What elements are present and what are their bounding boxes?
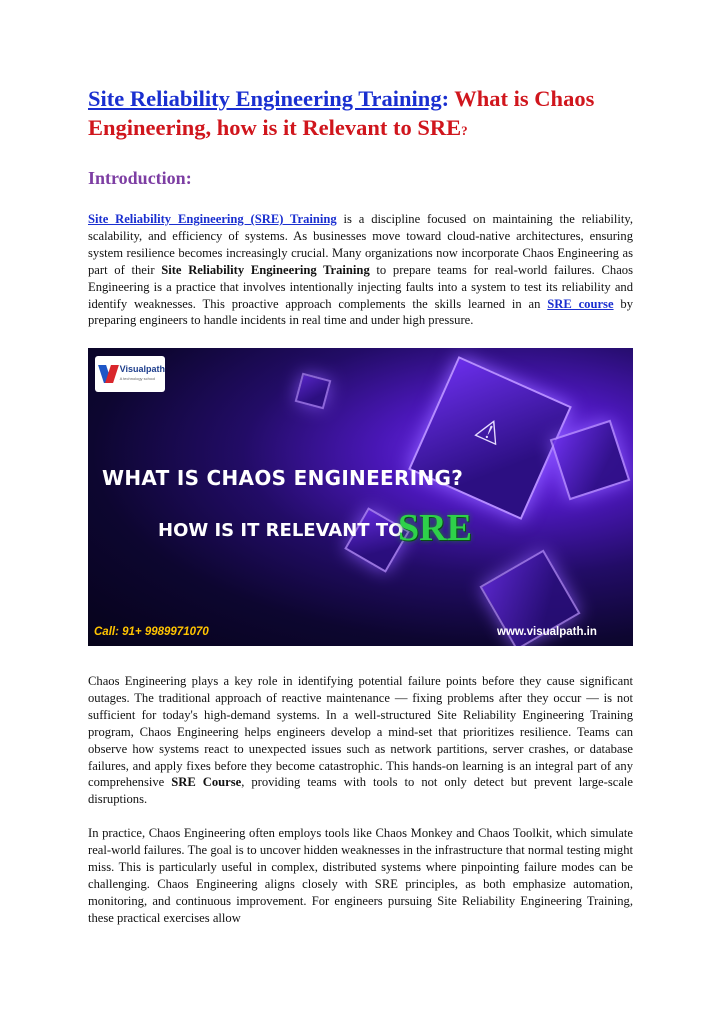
hero-banner-image (88, 348, 633, 646)
intro-text-1: is a discipline focused on maintaining the reliability, scalability, and efficiency of systems. As businesses move toward cloud-native architectures, ensuring system resilience becomes increasingly crucial. Many organizations now incorporate Chaos Engineering as part of their (88, 212, 633, 277)
warning-icon: ⚠ (469, 410, 509, 454)
intro-bold-1: Site Reliability Engineering Training (161, 262, 370, 277)
hero-sre-text: SRE (398, 507, 472, 549)
article-header (88, 84, 633, 329)
visualpath-logo (95, 356, 165, 392)
hero-phone: Call: 91+ 9989971070 (94, 626, 209, 638)
article-body (88, 673, 633, 927)
body-text-1: Chaos Engineering plays a key role in identifying potential failure points before they cause significant outages. The traditional approach of reactive maintenance — fixing problems after they occur — is not sufficient for today's high-demand systems. In a well-structured Site Reliability Engineering Training program, Chaos Engineering helps engineers develop a mind-set that prioritizes resilience. Teams can observe how systems react to unexpected issues such as network partitions, server crashes, or database failures, and apply fixes before they become catastrophic. This hands-on learning is an integral part of any comprehensive (88, 674, 633, 790)
intro-paragraph (88, 211, 633, 329)
logo-name: Visualpath (119, 364, 165, 374)
hero-website: www.visualpath.in (497, 626, 597, 638)
body-paragraph-2: In practice, Chaos Engineering often employs tools like Chaos Monkey and Chaos Toolkit, which simulate real-world failures. The goal is to uncover hidden weaknesses in the infrastructure that normal testing might miss. This is particularly useful in complex, distributed systems where pinpointing failure modes can be challenging. Chaos Engineering aligns closely with SRE principles, as both emphasize automation, monitoring, and continuous improvement. For engineers pursuing Site Reliability Engineering Training, these practical exercises allow (88, 826, 633, 925)
hero-headline-1: WHAT IS CHAOS ENGINEERING? (102, 466, 464, 490)
body-bold-1: SRE Course (171, 775, 242, 790)
body-text-2: , providing teams with tools to not only detect but prevent large-scale disruptions. (88, 775, 633, 807)
sre-course-link[interactable]: SRE course (547, 296, 614, 311)
title-question-mark: ? (461, 123, 468, 138)
intro-text-2: to prepare teams for real-world failures. Chaos Engineering is a practice that involves intentionally injecting faults into a system to test its reliability and identify weaknesses. This proactive approach complements the skills learned in an (88, 262, 634, 311)
logo-text (120, 364, 165, 384)
logo-tagline: A technology school (119, 376, 156, 381)
title-text: What is Chaos Engineering, how is it Relevant to SRE (88, 86, 595, 140)
body-paragraph-1 (88, 673, 633, 808)
title-colon: : (441, 86, 450, 111)
intro-text-3: by preparing engineers to handle incidents in real time and under high pressure. (88, 296, 633, 328)
page-title (88, 84, 633, 145)
cube-graphic (295, 373, 332, 410)
visualpath-logo-icon (99, 362, 117, 386)
title-link[interactable]: Site Reliability Engineering Training (88, 86, 442, 111)
cube-graphic (550, 420, 631, 501)
sre-training-link[interactable]: Site Reliability Engineering (SRE) Training (88, 212, 337, 226)
hero-headline-2: HOW IS IT RELEVANT TO (158, 520, 404, 541)
intro-heading: Introduction: (88, 168, 192, 188)
